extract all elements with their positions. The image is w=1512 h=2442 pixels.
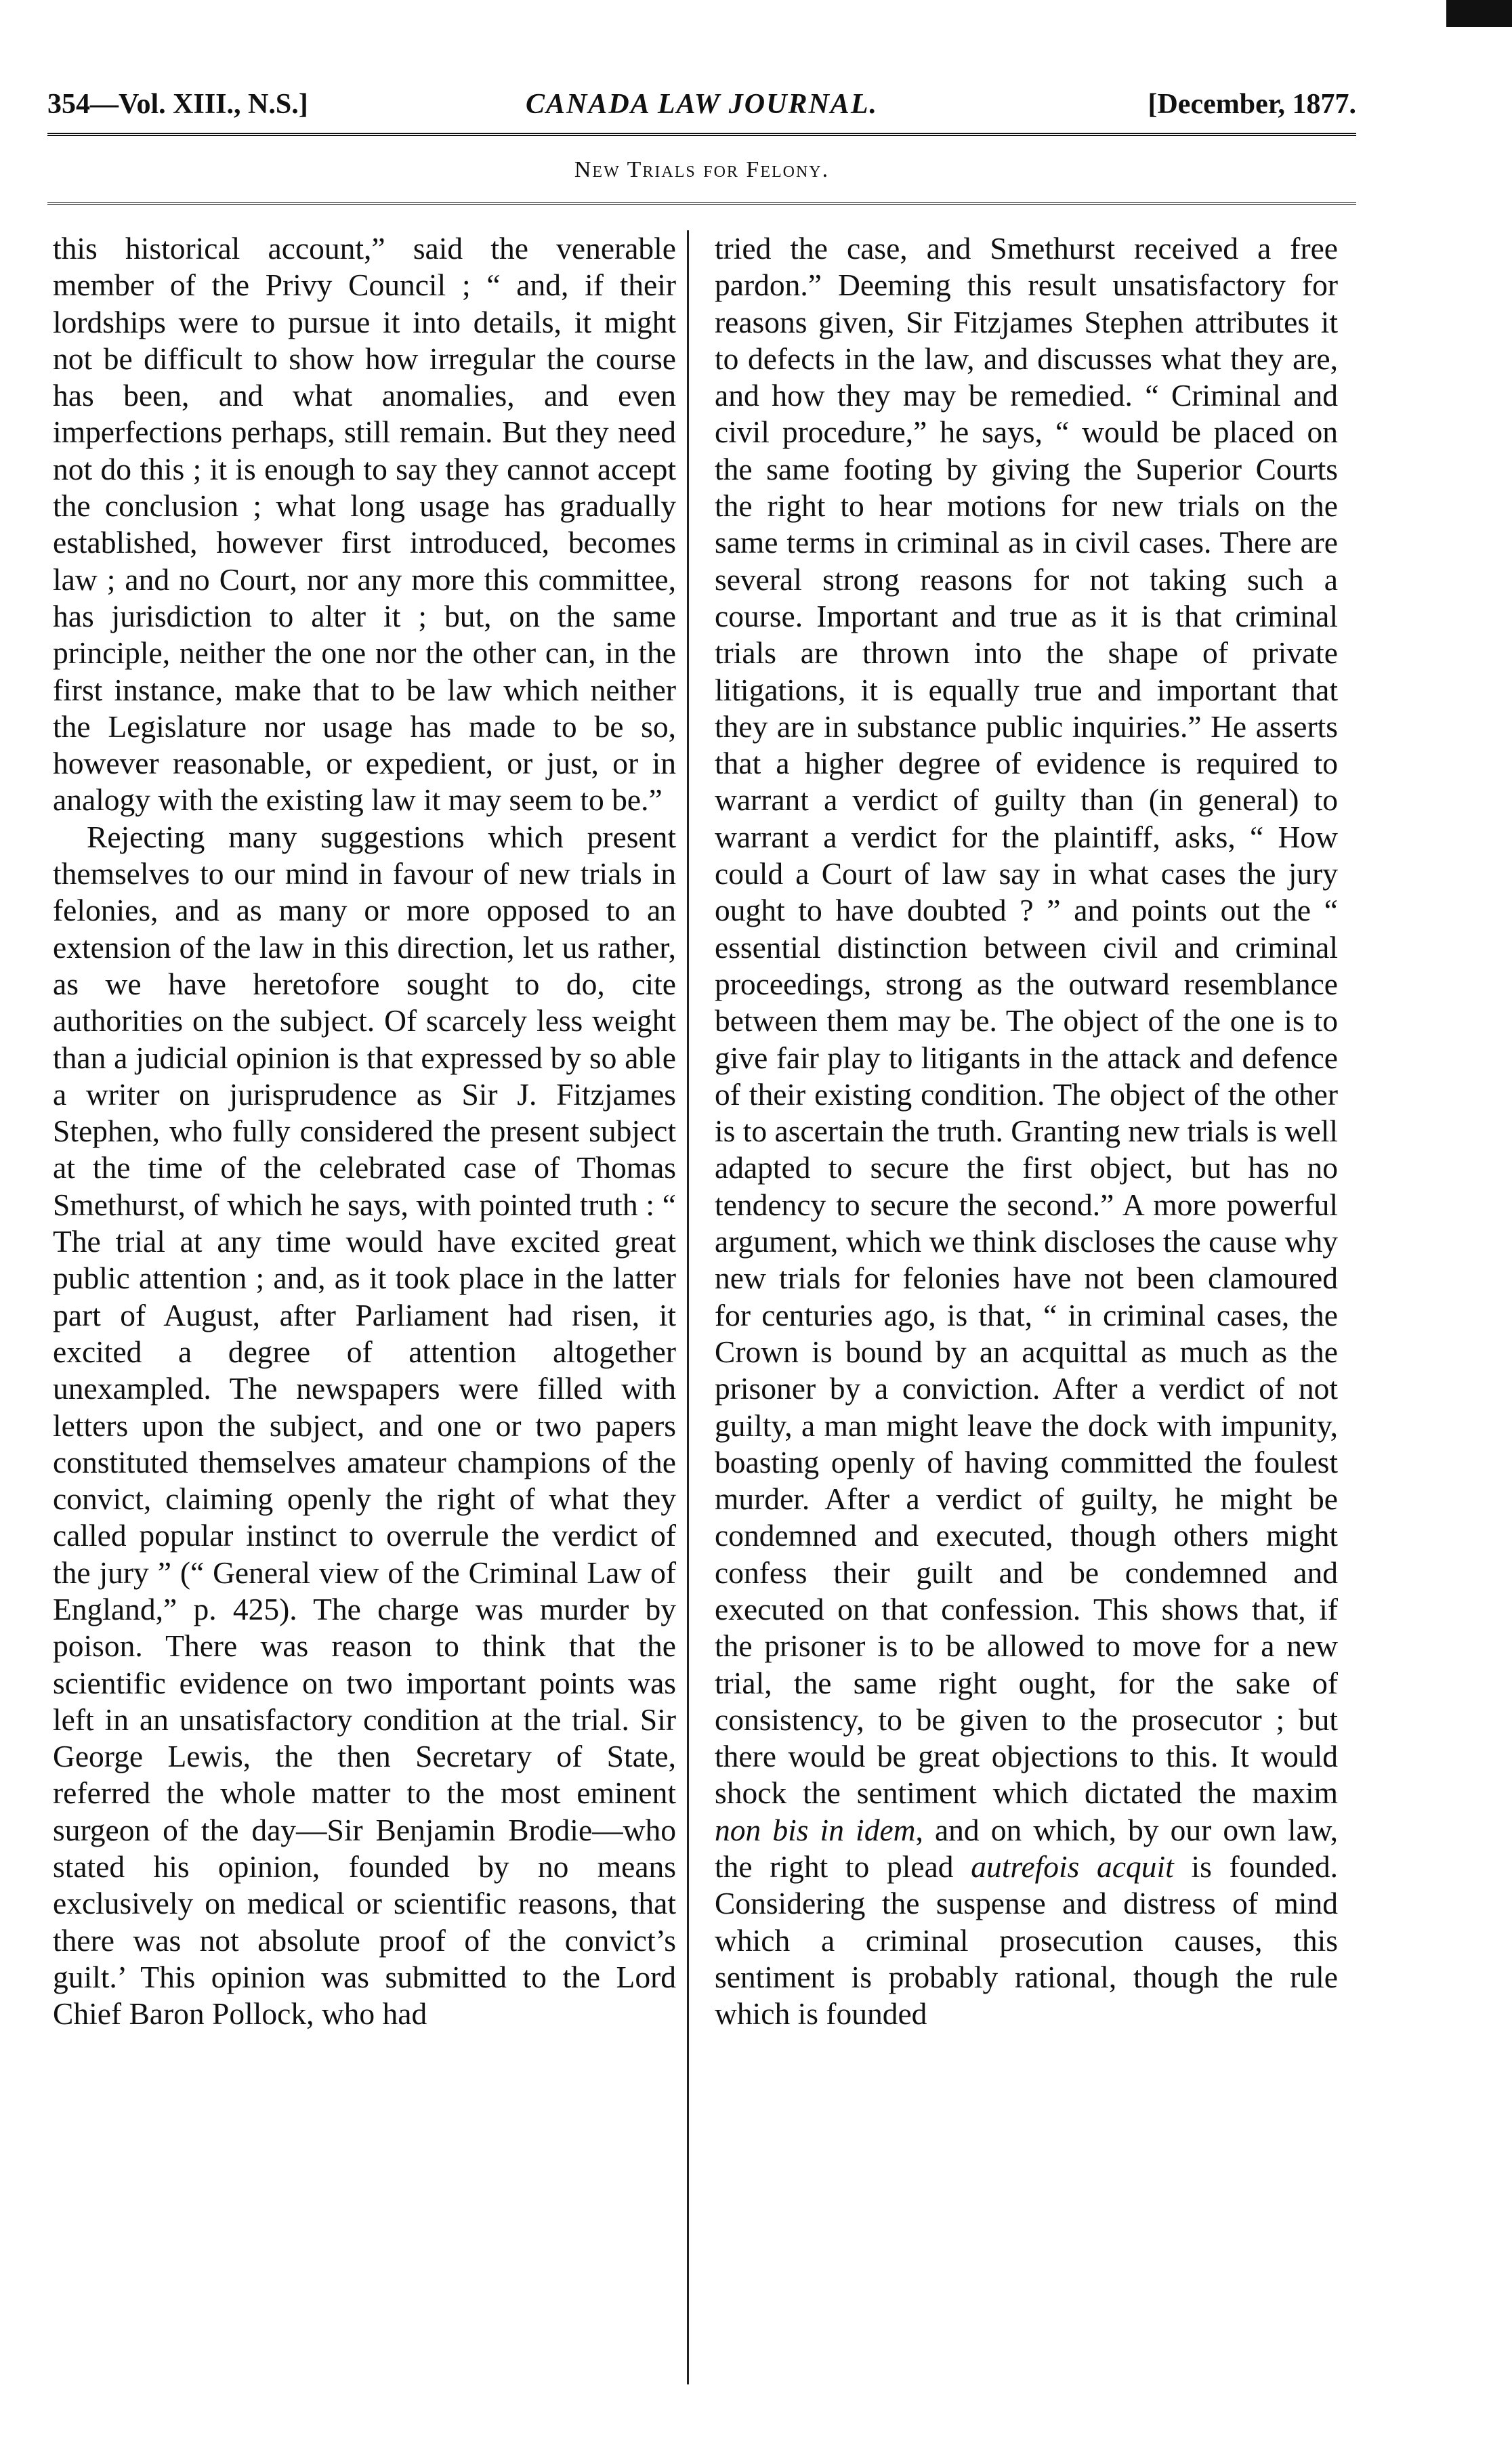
right-column bbox=[715, 230, 1338, 2384]
journal-title: CANADA LAW JOURNAL. bbox=[526, 89, 878, 120]
plea-italic: autrefois acquit bbox=[971, 1849, 1174, 1885]
maxim-italic: non bis in idem bbox=[715, 1812, 916, 1847]
title-rule bbox=[47, 202, 1356, 207]
left-paragraph-1: this historical account,” said the venerable member of the Privy Council ; “ and, if their lordships were to pursue it into details, it might not be difficult to show how irregular the course has been, and what anomalies, and even imperfections perhaps, still remain. But they need not do this ; it is enough to say they cannot accept the conclusion ; what long usage has gradually established, however first introduced, becomes law ; and no Court, nor any more this committee, has jurisdiction to alter it ; but, on the same principle, neither the one nor the other can, in the first instance, make that to be law which neither the Legislature nor usage has made to be so, however reasonable, or expedient, or just, or in analogy with the existing law it may seem to be.” bbox=[53, 231, 676, 818]
right-text-c: is founded. Considering the suspense and distress of mind which a criminal prosecution causes, this sentiment is probably rational, though the rule which is founded bbox=[715, 1849, 1338, 2032]
running-header bbox=[47, 81, 1356, 129]
scan-edge-mark bbox=[1446, 0, 1512, 27]
issue-date: [December, 1877. bbox=[1148, 89, 1356, 120]
right-text-b: , and on which, by our own law, the right to plead bbox=[715, 1812, 1338, 1885]
left-column bbox=[53, 230, 676, 2384]
left-paragraph-2: Rejecting many suggestions which present themselves to our mind in favour of new trials in felonies, and as many or more opposed to an extension of the law in this direction, let us rather, as we have heretofore sought to do, cite authorities on the subject. Of scarcely less weight than a judicial opinion is that expressed by so able a writer on jurisprudence as Sir J. Fitzjames Stephen, who fully considered the present subject at the time of the celebrated case of Thomas Smethurst, of which he says, with pointed truth : “ The trial at any time would have excited great public attention ; and, as it took place in the latter part of August, after Parliament had risen, it excited a degree of attention altogether unexampled. The newspapers were filled with letters upon the subject, and one or two papers constituted themselves amateur champions of the convict, claiming openly the right of what they called popular instinct to overrule the verdict of the jury ” (“ General view of the Criminal Law of England,” p. 425). The charge was murder by poison. There was reason to think that the scientific evidence on two important points was left in an unsatisfactory condition at the trial. Sir George Lewis, the then Secretary of State, referred the whole matter to the most eminent surgeon of the day—Sir Benjamin Brodie—who stated his opinion, founded by no means exclusively on medical or scientific reasons, that there was not absolute proof of the convict’s guilt.’ This opinion was submitted to the Lord Chief Baron Pollock, who had bbox=[53, 819, 676, 2032]
header-rule bbox=[47, 133, 1356, 139]
right-paragraph-1 bbox=[715, 230, 1338, 2033]
article-title: New Trials for Felony. bbox=[574, 157, 830, 182]
right-text-a: tried the case, and Smethurst received a free pardon.” Deeming this result unsatisfactory for reasons given, Sir Fitzjames Stephen attributes it to defects in the law, and discusses what they are, and how they may be remedied. “ Criminal and civil procedure,” he says, “ would be placed on the same footing by giving the Superior Courts the right to hear motions for new trials on the same terms in criminal as in civil cases. There are several strong reasons for not taking such a course. Important and true as it is that criminal trials are thrown into the shape of private litigations, it is equally true and important that they are in substance public inquiries.” He asserts that a higher degree of evidence is required to warrant a verdict of guilty than (in general) to warrant a verdict for the plaintiff, asks, “ How could a Court of law say in what cases the jury ought to have doubted ? ” and points out the “ essential distinction between civil and criminal proceedings, strong as the outward resemblance between them may be. The object of the one is to give fair play to litigants in the attack and defence of their existing condition. The object of the other is to ascertain the truth. Granting new trials is well adapted to secure the first object, but has no tendency to secure the second.” A more powerful argument, which we think discloses the cause why new trials for felonies have not been clamoured for centuries ago, is that, “ in criminal cases, the Crown is bound by an acquittal as much as the prisoner by a conviction. After a verdict of not guilty, a man might leave the dock with impunity, boasting openly of having committed the foulest murder. After a verdict of guilty, he might be condemned and executed, though others might confess their guilt and be condemned and executed on that confession. This shows that, if the prisoner is to be allowed to move for a new trial, the same right ought, for the sake of consistency, to be given to the prosecutor ; but there would be great objections to this. It would shock the sentiment which dictated the maxim bbox=[715, 231, 1338, 1811]
page-volume-label: 354—Vol. XIII., N.S.] bbox=[47, 89, 308, 120]
column-divider bbox=[687, 230, 689, 2384]
